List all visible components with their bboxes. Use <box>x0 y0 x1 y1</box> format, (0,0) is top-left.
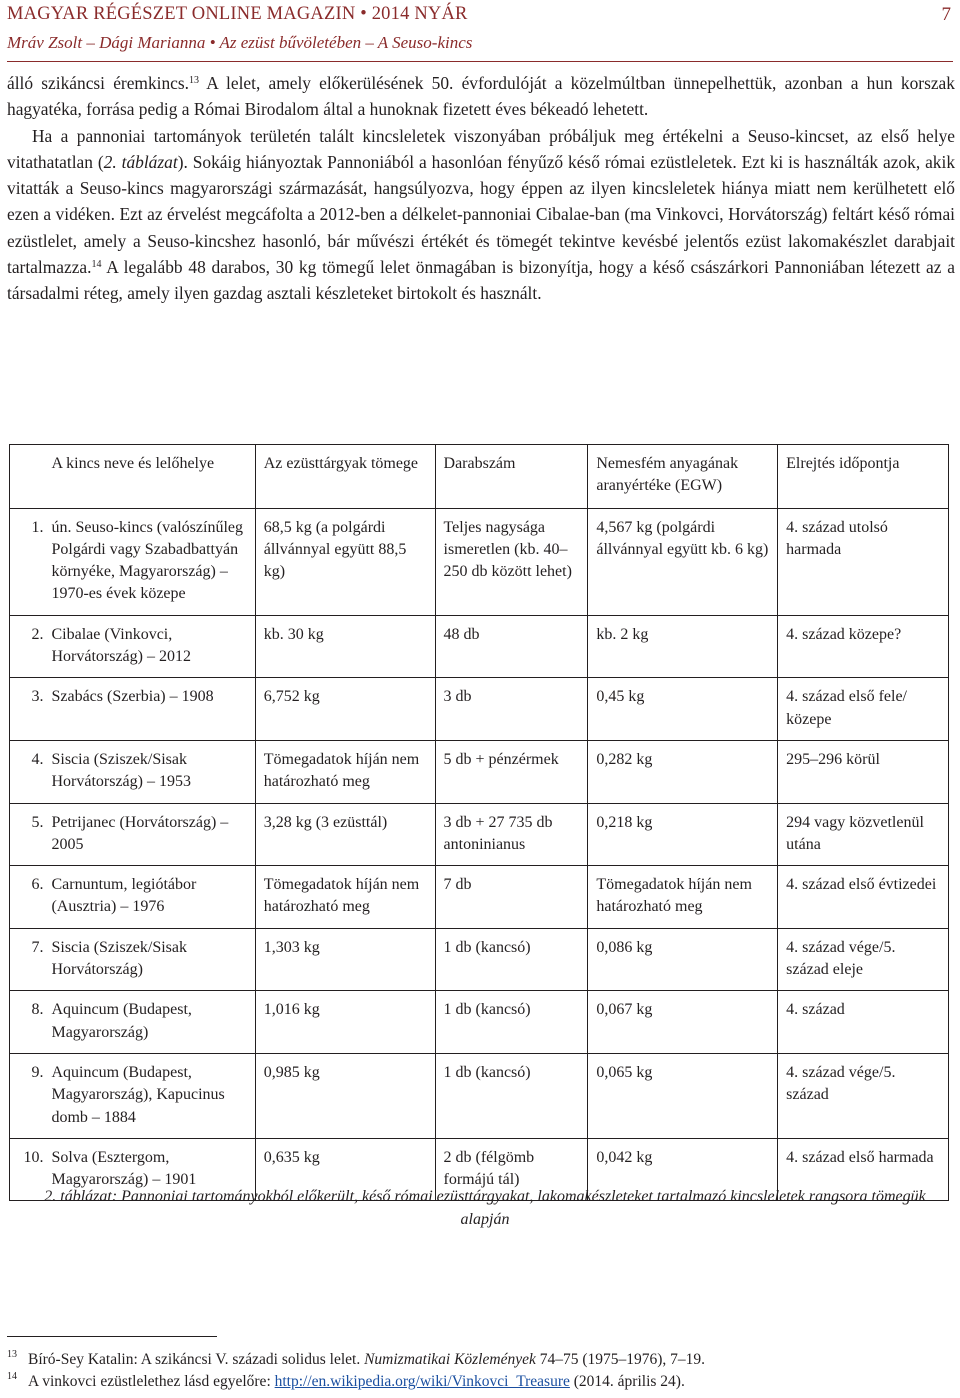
cell-gold-value: 0,086 kg <box>588 928 778 991</box>
cell-count: 1 db (kancsó) <box>435 928 588 991</box>
cell-count: 48 db <box>435 615 588 678</box>
footnote-number: 14 <box>7 1371 17 1382</box>
cell-mass: 68,5 kg (a polgárdi állvánnyal együtt 88,5 kg) <box>255 508 435 615</box>
cell-mass: 6,752 kg <box>255 678 435 741</box>
cell-date: 4. század első harmada <box>778 1138 949 1201</box>
cell-mass: Tömegadatok híján nem határozható meg <box>255 740 435 803</box>
journal-title: Numizmatikai Közlemények <box>364 1351 536 1368</box>
cell-name: Szabács (Szerbia) – 1908 <box>43 678 255 741</box>
table-reference: 2. táblázat <box>103 151 178 172</box>
header-num <box>10 445 44 509</box>
table-row <box>10 928 949 991</box>
table-row <box>10 803 949 866</box>
footnote-ref-13[interactable]: 13 <box>189 75 200 86</box>
cell-mass: Tömegadatok híján nem határozható meg <box>255 866 435 929</box>
hoard-table <box>9 444 949 1201</box>
cell-gold-value: 0,218 kg <box>588 803 778 866</box>
cell-date: 4. század vége/5. század eleje <box>778 928 949 991</box>
header-gold-value: Nemesfém anyagának aranyértéke (EGW) <box>588 445 778 509</box>
table-header-row <box>10 445 949 509</box>
cell-mass: 0,635 kg <box>255 1138 435 1201</box>
cell-num: 3. <box>10 678 44 741</box>
footnote-citation: Bíró-Sey Katalin: A szikáncsi V. századi solidus lelet. <box>28 1351 365 1368</box>
cell-gold-value: 0,282 kg <box>588 740 778 803</box>
cell-name: Aquincum (Budapest, Magyarország), Kapucinus domb – 1884 <box>43 1053 255 1138</box>
cell-name: Siscia (Sziszek/Sisak Horvátország) <box>43 928 255 991</box>
footnote-citation-end: (2014. április 24). <box>569 1373 685 1390</box>
header-divider <box>7 61 953 62</box>
cell-name: Cibalae (Vinkovci, Horvátország) – 2012 <box>43 615 255 678</box>
cell-gold-value: kb. 2 kg <box>588 615 778 678</box>
article-subtitle: Mráv Zsolt – Dági Marianna • Az ezüst bűvöletében – A Seuso-kincs <box>7 33 473 52</box>
cell-date: 4. század első fele/ közepe <box>778 678 949 741</box>
cell-date: 4. század közepe? <box>778 615 949 678</box>
cell-date: 294 vagy közvetlenül utána <box>778 803 949 866</box>
table-row <box>10 508 949 615</box>
table-row <box>10 678 949 741</box>
cell-mass: 1,016 kg <box>255 991 435 1054</box>
cell-gold-value: 4,567 kg (polgárdi állvánnyal együtt kb. 6 kg) <box>588 508 778 615</box>
cell-mass: 3,28 kg (3 ezüsttál) <box>255 803 435 866</box>
article-body <box>7 70 955 307</box>
cell-count: 1 db (kancsó) <box>435 1053 588 1138</box>
cell-num: 5. <box>10 803 44 866</box>
magazine-title: MAGYAR RÉGÉSZET ONLINE MAGAZIN • 2014 NYÁR <box>7 4 468 24</box>
paragraph-1 <box>7 70 955 123</box>
cell-date: 295–296 körül <box>778 740 949 803</box>
header-count: Darabszám <box>435 445 588 509</box>
table-row <box>10 991 949 1054</box>
cell-name: ún. Seuso-kincs (valószínűleg Polgárdi vagy Szabadbattyán környéke, Magyarország) – 1970-es évek közepe <box>43 508 255 615</box>
cell-gold-value: Tömegadatok híján nem határozható meg <box>588 866 778 929</box>
cell-name: Solva (Esztergom, Magyarország) – 1901 <box>43 1138 255 1201</box>
cell-gold-value: 0,042 kg <box>588 1138 778 1201</box>
cell-count: 1 db (kancsó) <box>435 991 588 1054</box>
cell-num: 9. <box>10 1053 44 1138</box>
wikipedia-link[interactable]: http://en.wikipedia.org/wiki/Vinkovci_Treasure <box>274 1373 570 1390</box>
footnote-ref-14[interactable]: 14 <box>91 259 102 271</box>
table-row <box>10 740 949 803</box>
cell-count: 3 db <box>435 678 588 741</box>
cell-date: 4. század vége/5. század <box>778 1053 949 1138</box>
table-row <box>10 1053 949 1138</box>
cell-date: 4. század első évtizedei <box>778 866 949 929</box>
footnote-citation-end: 74–75 (1975–1976), 7–19. <box>535 1351 706 1368</box>
header-name: A kincs neve és lelőhelye <box>43 445 255 509</box>
cell-count: 2 db (félgömb formájú tál) <box>435 1138 588 1201</box>
footnote-divider <box>7 1336 217 1337</box>
table-caption: 2. táblázat: Pannoniai tartományokból előkerült, késő római ezüsttárgyakat, lakomakészleteket tartalmazó kincsleletek rangsora tömegük alapján <box>44 1188 926 1228</box>
footnote-citation: A vinkovci ezüstlelethez lásd egyelőre: <box>28 1373 275 1390</box>
cell-num: 7. <box>10 928 44 991</box>
footnote-text <box>28 1372 685 1392</box>
footnote-text <box>28 1350 705 1370</box>
cell-num: 2. <box>10 615 44 678</box>
cell-mass: 0,985 kg <box>255 1053 435 1138</box>
cell-num: 10. <box>10 1138 44 1201</box>
cell-name: Carnuntum, legiótábor (Ausztria) – 1976 <box>43 866 255 929</box>
cell-gold-value: 0,45 kg <box>588 678 778 741</box>
cell-count: 3 db + 27 735 db antoninianus <box>435 803 588 866</box>
paragraph-text: álló szikáncsi éremkincs. <box>7 73 190 93</box>
cell-name: Petrijanec (Horvátország) – 2005 <box>43 803 255 866</box>
paragraph-2 <box>7 123 955 307</box>
footnote-number: 13 <box>7 1349 17 1360</box>
cell-mass: kb. 30 kg <box>255 615 435 678</box>
cell-date: 4. század utolsó harmada <box>778 508 949 615</box>
cell-num: 6. <box>10 866 44 929</box>
cell-count: 5 db + pénzérmek <box>435 740 588 803</box>
paragraph-text: Ha a pannoniai tartományok területén talált kincsleletek viszonyában próbáljuk meg értékelni a Seuso-kincset, az első helye vitathatatlan ( <box>7 125 955 172</box>
cell-date: 4. század <box>778 991 949 1054</box>
header-mass: Az ezüsttárgyak tömege <box>255 445 435 509</box>
paragraph-text: ). Sokáig hiányoztak Pannoniából a hasonlóan fényűző késő római ezüstleletek. Ezt ki is használták azok, akik vitatták a Seuso-kincs magyarországi származását, hangsúlyozva, hogy éppen az ilyen kincsleletek hiánya miatt nem kerülhetett elő ezen a vidéken. Ezt az érvelést megcáfolta a 2012-ben a délkelet-pannoniai Cibalae-ban (ma Vinkovci, Horvátország) feltárt késő római ezüstlelet, amely a Seuso-kincshez hasonló, bár művészi értékét és tömegét tekintve kevésbé jelentős ezüst lakomakészlet darabjait tartalmazza. <box>7 151 956 278</box>
cell-num: 1. <box>10 508 44 615</box>
cell-num: 8. <box>10 991 44 1054</box>
table-row <box>10 615 949 678</box>
cell-gold-value: 0,065 kg <box>588 1053 778 1138</box>
cell-gold-value: 0,067 kg <box>588 991 778 1054</box>
table-row <box>10 866 949 929</box>
cell-count: 7 db <box>435 866 588 929</box>
cell-count: Teljes nagysága ismeretlen (kb. 40–250 db között lehet) <box>435 508 588 615</box>
cell-name: Aquincum (Budapest, Magyarország) <box>43 991 255 1054</box>
cell-mass: 1,303 kg <box>255 928 435 991</box>
cell-name: Siscia (Sziszek/Sisak Horvátország) – 1953 <box>43 740 255 803</box>
cell-num: 4. <box>10 740 44 803</box>
page-number: 7 <box>941 4 951 25</box>
header-date: Elrejtés időpontja <box>778 445 949 509</box>
paragraph-text: A lelet, amely előkerülésének 50. évfordulóját a közelmúltban ünnepelhettük, azonban a hun korszak hagyatéka, forrása pedig a Római Birodalom által a hunoknak fizetett éves békeadó lehetett. <box>7 73 955 120</box>
paragraph-text: A legalább 48 darabos, 30 kg tömegű lelet önmagában is bizonyítja, hogy a késő császárkori Pannoniában létezett az a társadalmi réteg, amely ilyen gazdag asztali készleteket birtokolt és használt. <box>7 257 955 304</box>
